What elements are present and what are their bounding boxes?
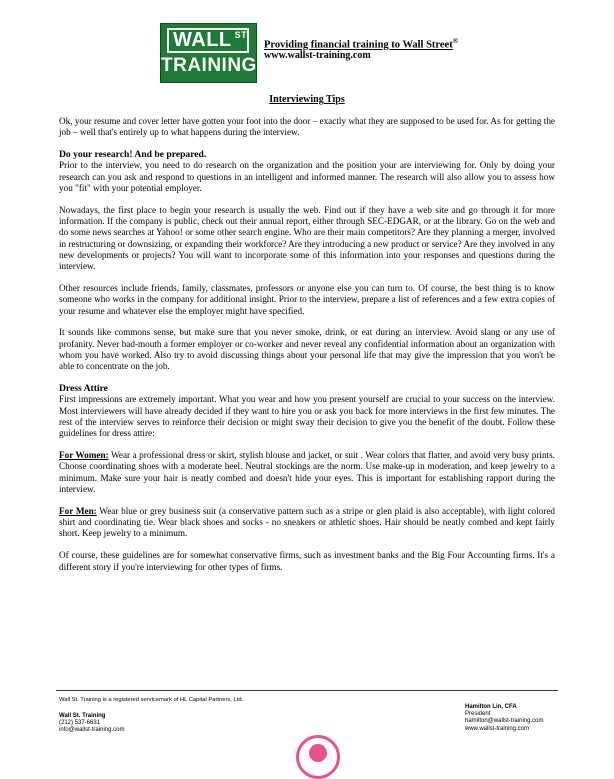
logo-st-text: ST — [234, 30, 248, 40]
intro-paragraph: Ok, your resume and cover letter have gotten your foot into the door – exactly what they are supposed to be used for. As for getting the job – well that's entirely up to what happens during the interview. — [59, 116, 555, 138]
servicemark-note: Wall St. Training is a registered servicemark of HL Capital Partners, Ltd. — [59, 697, 244, 703]
logo-wall-text: WALL — [173, 29, 232, 51]
header-website: www.wallst-training.com — [264, 50, 371, 61]
footer-divider — [56, 690, 558, 691]
research-paragraph-4: It sounds like commons sense, but make sure that you never smoke, drink, or eat during an interview. Avoid slang or any use of profanity. Never bad-mouth a former employer or co-worker and never reveal any confidential information about an organization with whom you have worked. Also try to avoid discussing things about your personal life that may give the impression that you won't be able to concentrate on the job. — [59, 327, 555, 372]
footer-president-contact — [465, 704, 543, 733]
page-title: Interviewing Tips — [269, 94, 345, 105]
men-text: Wear blue or grey business suit (a conservative pattern such as a stripe or glen plaid is also acceptable), with light colored shirt and coordinating tie. Wear black shoes and socks - no sneakers or athletic shoes. Hair should be neatly combed and kept fairly short. Keep jewelry to a minimum. — [59, 505, 555, 539]
men-label: For Men: — [59, 505, 97, 516]
registered-mark: ® — [452, 37, 458, 45]
footer-email: info@wallst-training.com — [59, 727, 125, 734]
footer-company-contact — [59, 713, 124, 735]
footer-president-name: Hamilton Lin, CFA — [465, 704, 517, 710]
document-body — [59, 116, 555, 583]
logo-training-text: TRAINING — [161, 55, 257, 76]
research-paragraph-2: Nowadays, the first place to begin your research is usually the web. Find out if they have a web site and go through it for more information. If the company is public, check out their annual report, either through SEC-EDGAR, or at the library. Go on the web and do some news searches at Yahoo! or some other search engine. Who are their main competitors? Are they planning a merger, involved in restructuring or downsizing, or expanding their workforce? Are they introducing a new product or service? Are they involved in any new developments or projects? You will want to incorporate some of this information into your responses and questions during the interview. — [59, 204, 555, 272]
women-label: For Women: — [59, 450, 109, 461]
research-heading: Do your research! And be prepared. — [59, 149, 207, 161]
footer-president-email: hamilton@wallst-training.com — [465, 718, 544, 725]
attire-men-paragraph — [59, 506, 555, 540]
footer-company-name: Wall St. Training — [59, 713, 106, 719]
attire-heading: Dress Attire — [59, 383, 108, 395]
footer-phone: (212) 537-6631 — [59, 720, 101, 727]
wall-st-training-logo — [160, 23, 257, 83]
women-text: Wear a professional dress or skirt, stylish blouse and jacket, or suit . Wear colors that flatter, and avoid very busy prints. Choose coordinating shoes with a moderate heel. Neutral stockings are the norm. Use make-up in moderation, and keep jewelry to a minimum. Make sure your hair is neatly combed and doesn't hide your eyes. This is important for establishing rapport during the interview. — [59, 450, 555, 495]
attire-closing-paragraph: Of course, these guidelines are for somewhat conservative firms, such as investment banks and the Big Four Accounting firms. It's a different story if you're interviewing for other types of firms. — [59, 550, 555, 572]
research-paragraph-1: Prior to the interview, you need to do research on the organization and the position your are interviewing for. Only by doing your research can you ask and respond to questions in an intelligent and informed manner. The research will also allow you to assess how you "fit" with your potential employer. — [59, 160, 555, 193]
attire-paragraph-1: First impressions are extremely important. What you wear and how you present yourself are crucial to your success on the interview. Most interviewers will have already decided if they want to hire you or ask you back for more interviews in the first few minutes. The rest of the interview serves to reinforce their decision or might sway their decision to give you the benefit of the doubt. Follow these guidelines for dress attire: — [59, 394, 555, 439]
tagline-text: Providing financial training to Wall Street — [264, 39, 453, 51]
research-paragraph-3: Other resources include friends, family, classmates, professors or anyone else you can turn to. Of course, the best thing is to know someone who works in the company for additional insight. Prior to the interview, prepare a list of references and a few extra copies of your resume and whatever else the employer might have specified. — [59, 283, 555, 316]
seal-core-icon — [309, 744, 327, 762]
attire-women-paragraph — [59, 450, 555, 495]
footer-president-title: President — [465, 711, 491, 718]
seal-badge-icon — [296, 735, 340, 779]
footer-website: www.wallst-training.com — [465, 725, 530, 732]
